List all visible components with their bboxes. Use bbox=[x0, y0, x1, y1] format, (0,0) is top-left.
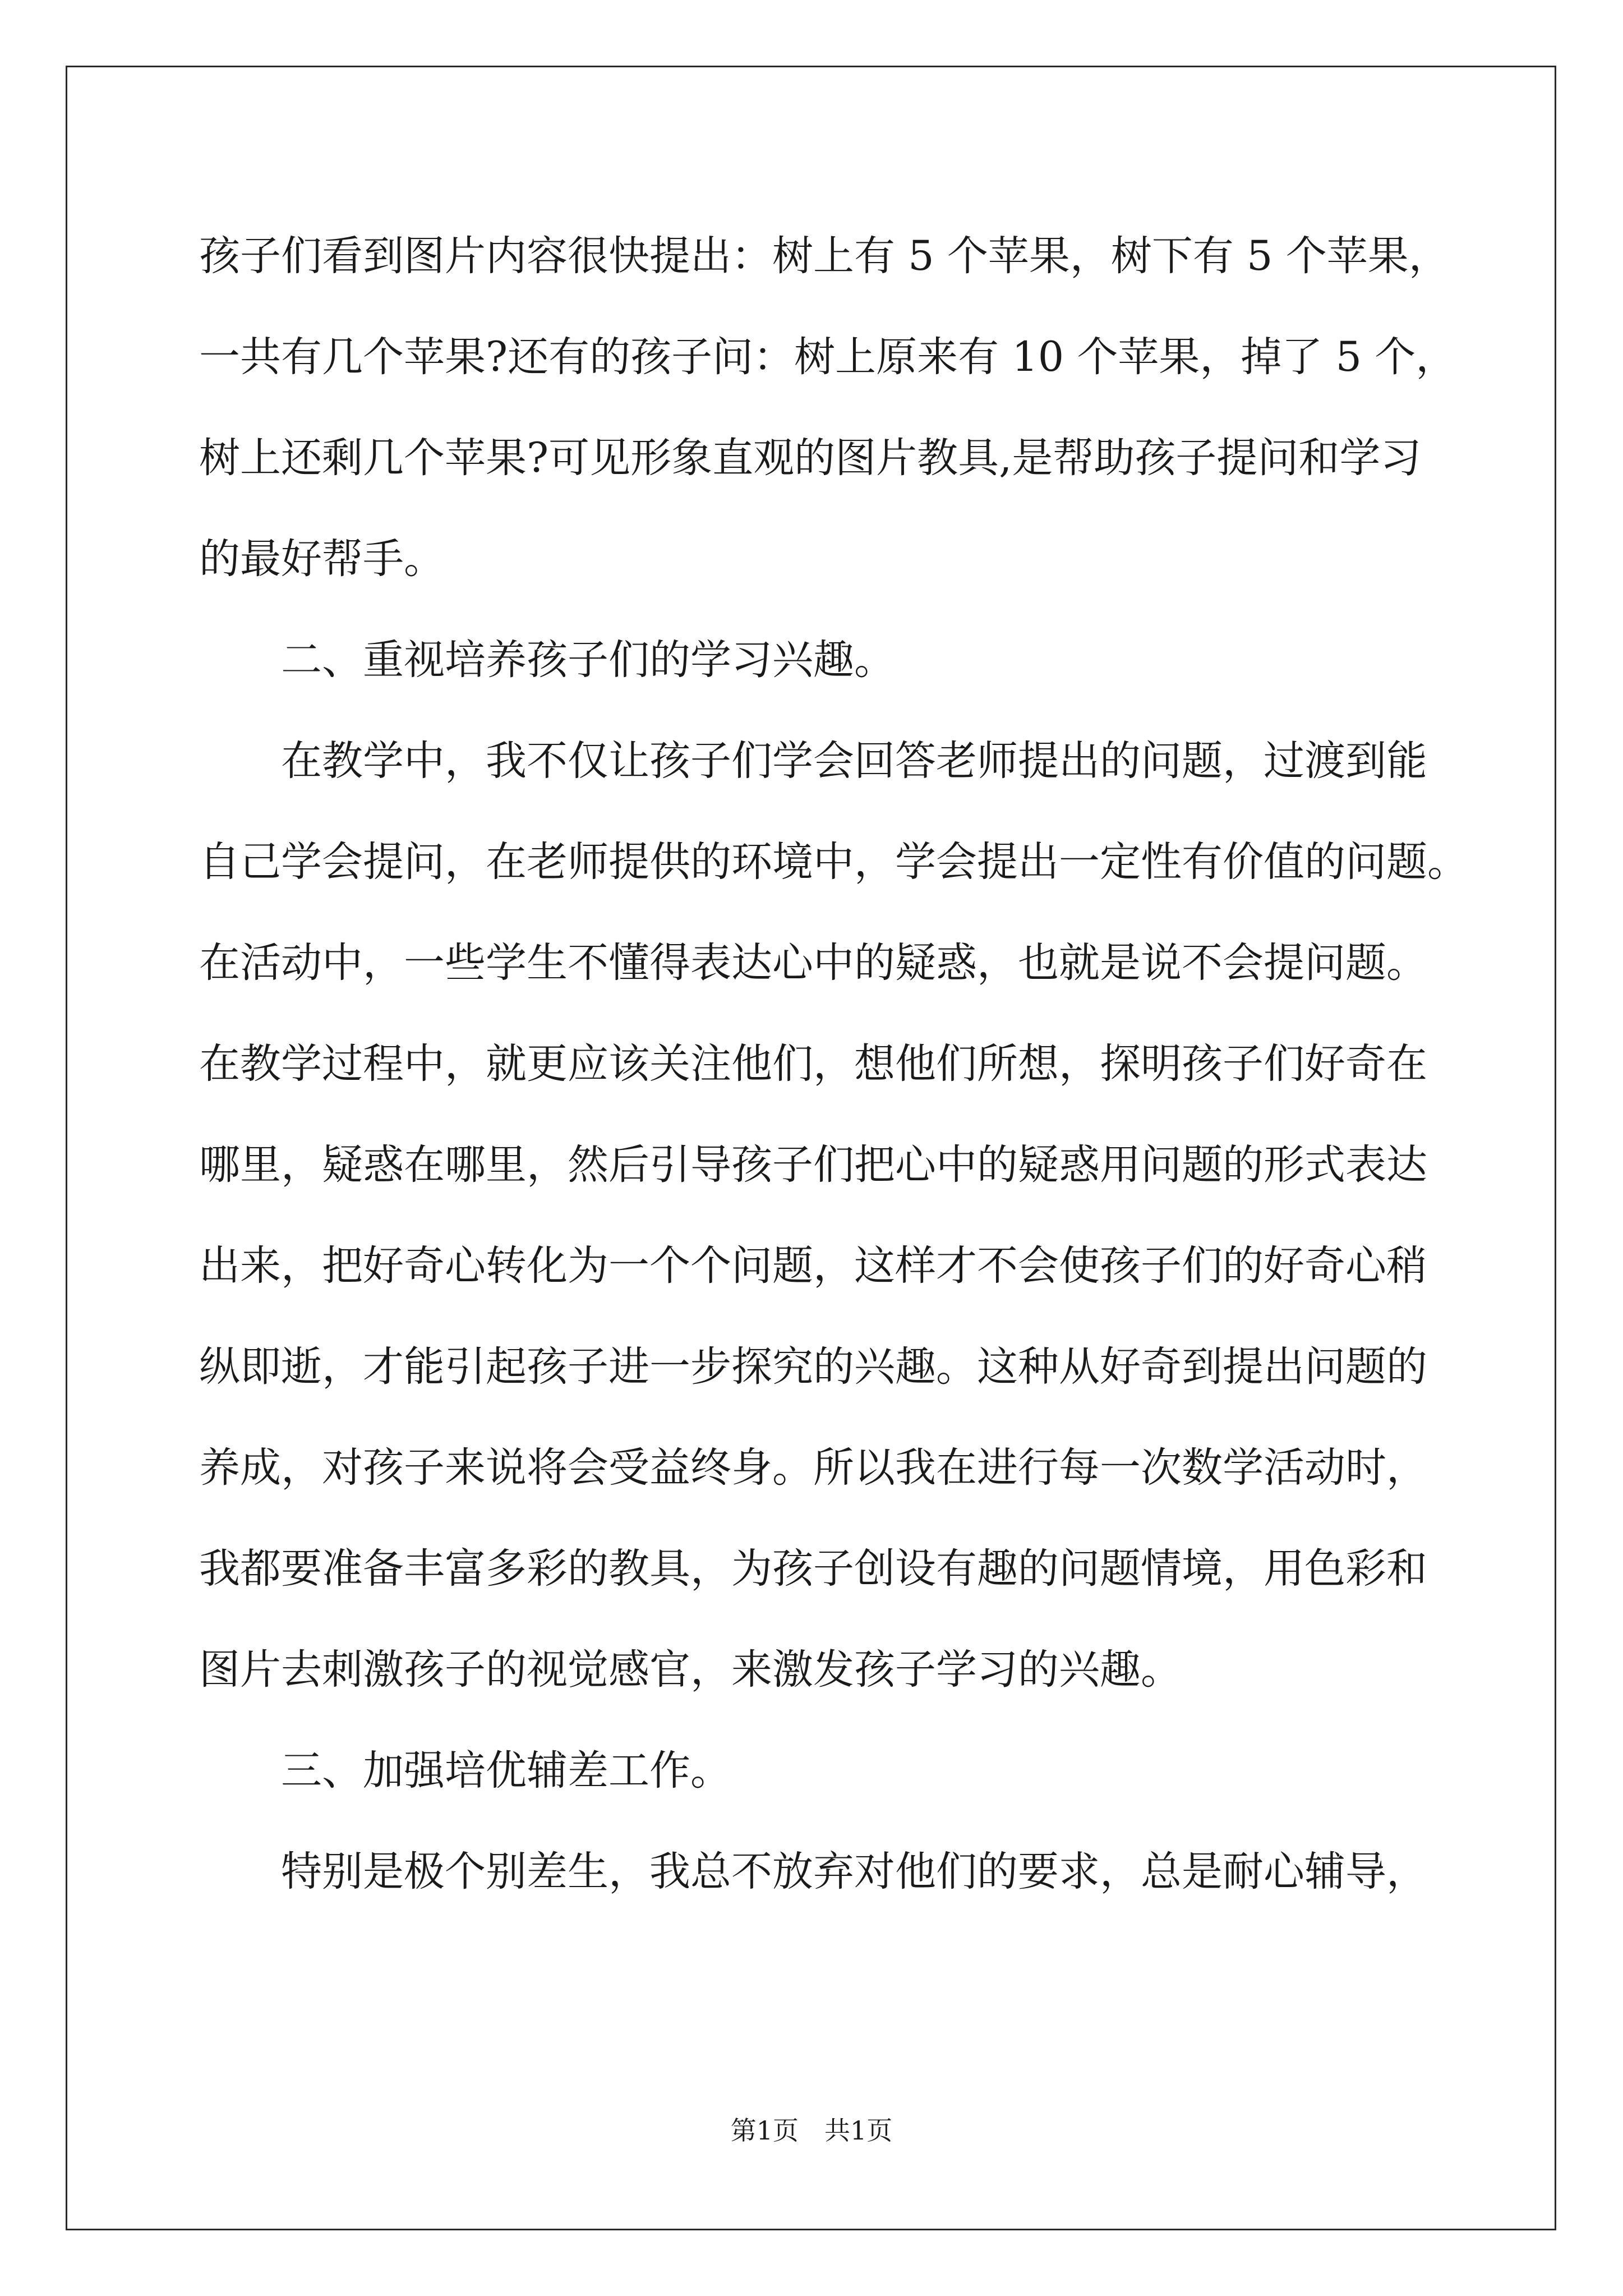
document-body bbox=[199, 206, 1468, 1922]
text-line: 自己学会提问，在老师提供的环境中，学会提出一定性有价值的问题。 bbox=[199, 838, 1468, 886]
text-line: 哪里，疑惑在哪里，然后引导孩子们把心中的疑惑用问题的形式表达 bbox=[199, 1141, 1427, 1189]
page-number-current: 第1页 bbox=[730, 2115, 799, 2146]
text-line: 我都要准备丰富多彩的教具，为孩子创设有趣的问题情境，用色彩和 bbox=[199, 1545, 1427, 1593]
text-line: 养成，对孩子来说将会受益终身。所以我在进行每一次数学活动时， bbox=[199, 1444, 1427, 1492]
page-footer bbox=[0, 2114, 1623, 2147]
text-line: 出来，把好奇心转化为一个个问题，这样才不会使孩子们的好奇心稍 bbox=[199, 1242, 1427, 1290]
text-line: 在教学过程中，就更应该关注他们，想他们所想，探明孩子们好奇在 bbox=[199, 1040, 1427, 1088]
text-line: 一共有几个苹果?还有的孩子问：树上原来有 10 个苹果，掉了 5 个， bbox=[199, 333, 1457, 381]
section-heading: 二、重视培养孩子们的学习兴趣。 bbox=[281, 636, 895, 684]
text-line: 孩子们看到图片内容很快提出：树上有 5 个苹果，树下有 5 个苹果， bbox=[199, 232, 1450, 280]
text-line: 纵即逝，才能引起孩子进一步探究的兴趣。这种从好奇到提出问题的 bbox=[199, 1343, 1427, 1391]
text-line: 树上还剩几个苹果?可见形象直观的图片教具,是帮助孩子提问和学习 bbox=[199, 434, 1422, 482]
text-line: 在活动中，一些学生不懂得表达心中的疑惑，也就是说不会提问题。 bbox=[199, 939, 1427, 987]
page-number-total: 共1页 bbox=[824, 2115, 893, 2146]
text-line: 在教学中，我不仅让孩子们学会回答老师提出的问题，过渡到能 bbox=[281, 737, 1427, 785]
text-line: 特别是极个别差生，我总不放弃对他们的要求，总是耐心辅导， bbox=[281, 1848, 1427, 1895]
text-line: 图片去刺激孩子的视觉感官，来激发孩子学习的兴趣。 bbox=[199, 1646, 1182, 1694]
section-heading: 三、加强培优辅差工作。 bbox=[281, 1747, 731, 1795]
text-line: 的最好帮手。 bbox=[199, 535, 445, 583]
